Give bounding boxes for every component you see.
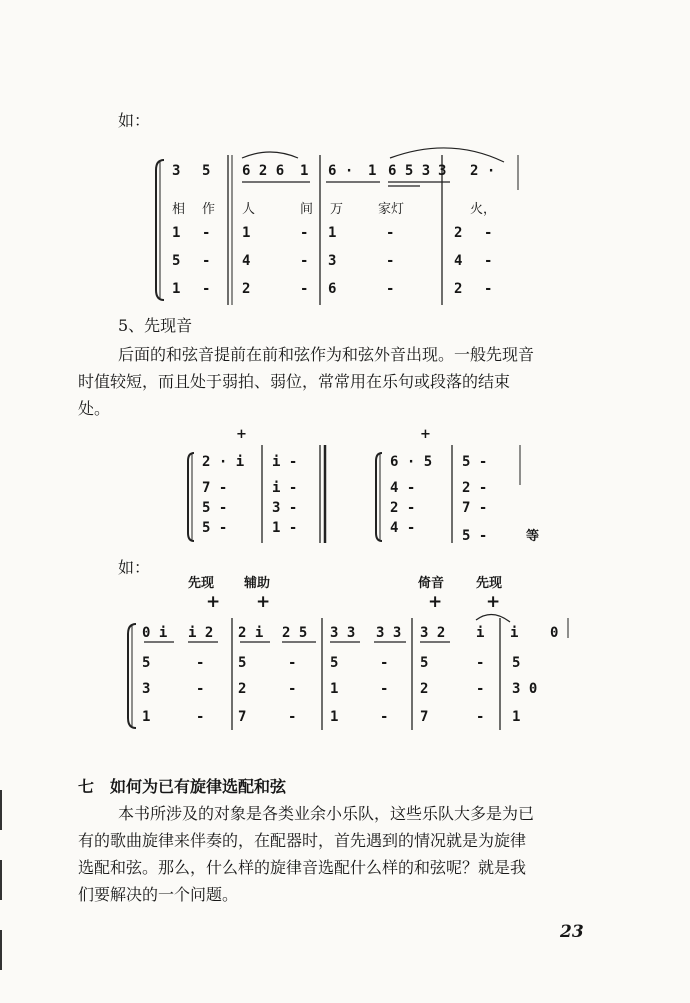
s3-r2-9: 5	[512, 655, 521, 671]
s1-melody-3: 6 2 6	[242, 163, 285, 179]
s3-r1-3: 2 i	[238, 625, 264, 641]
s3-r4-9: 1	[512, 709, 521, 725]
s1-r4-7: 2	[454, 281, 463, 297]
s2-r-r2-a: 4 -	[390, 480, 416, 496]
s1-r2-1: 1	[172, 225, 181, 241]
s1-r4-8: -	[484, 281, 493, 297]
s1-lyric-6: 家灯	[378, 202, 405, 217]
s2-r-r4-a: 4 -	[390, 520, 416, 536]
s2-plus-1: +	[236, 427, 247, 442]
s1-melody-8: 3	[438, 163, 447, 179]
s3-r1-2: i 2	[188, 625, 214, 641]
s3-r3-3: 2	[238, 681, 247, 697]
s2-l-r4-a: 5 -	[202, 520, 228, 536]
s3-r4-4: -	[288, 709, 297, 725]
s3-r2-1: 5	[142, 655, 151, 671]
s3-r1-4: 2 5	[282, 625, 308, 641]
s1-melody-4: 1	[300, 163, 309, 179]
s3-r3-8: -	[476, 681, 485, 697]
margin-mark	[0, 930, 2, 970]
s1-r4-4: -	[300, 281, 309, 297]
s3-r2-8: -	[476, 655, 485, 671]
s3-label-anticipation-2: 先现	[476, 576, 503, 591]
s1-r2-5: 1	[328, 225, 337, 241]
s3-r3-1: 3	[142, 681, 151, 697]
s1-lyric-3: 人	[242, 202, 256, 217]
s1-melody-6: 1	[368, 163, 377, 179]
score-example-1	[150, 150, 530, 310]
s1-r2-7: 2	[454, 225, 463, 241]
s2-etc: 等	[526, 529, 540, 544]
s1-melody-7: 6 5 3	[388, 163, 431, 179]
s3-r4-5: 1	[330, 709, 339, 725]
s3-r2-4: -	[288, 655, 297, 671]
s3-r1-8: i	[476, 625, 485, 641]
score-2-lines	[180, 425, 560, 550]
s3-label-anticipation-1: 先现	[188, 576, 215, 591]
s1-melody-9: 2 ·	[470, 163, 496, 179]
s2-l-r3-a: 5 -	[202, 500, 228, 516]
s2-l-r4-b: 1 -	[272, 520, 298, 536]
s1-lyric-5: 万	[330, 202, 344, 217]
s2-l-r2-a: 7 -	[202, 480, 228, 496]
score-example-2	[180, 425, 560, 550]
section7-line4: 们要解决的一个问题。	[78, 885, 239, 904]
s2-r-r4-b: 5 -	[462, 528, 488, 544]
s3-r4-7: 7	[420, 709, 429, 725]
s2-l-r1-a: 2 · i	[202, 454, 245, 470]
s2-l-r3-b: 3 -	[272, 500, 298, 516]
s3-r4-3: 7	[238, 709, 247, 725]
s1-r4-3: 2	[242, 281, 251, 297]
section7-line3: 选配和弦。那么，什么样的旋律音选配什么样的和弦呢？就是我	[78, 858, 527, 877]
s3-r3-5: 1	[330, 681, 339, 697]
s2-r-r3-a: 2 -	[390, 500, 416, 516]
s1-r4-6: -	[386, 281, 395, 297]
example-label-2: 如：	[118, 558, 151, 577]
s3-r1-5: 3 3	[330, 625, 356, 641]
section7-line1: 本书所涉及的对象是各类业余小乐队，这些乐队大多是为已	[118, 804, 535, 823]
s2-r-r1-b: 5 -	[462, 454, 488, 470]
s3-r4-8: -	[476, 709, 485, 725]
s1-r3-3: 4	[242, 253, 251, 269]
s3-r3-9: 3 0	[512, 681, 538, 697]
s1-r2-4: -	[300, 225, 309, 241]
s1-lyric-1: 相	[172, 202, 186, 217]
s1-r4-1: 1	[172, 281, 181, 297]
example-label-1: 如：	[118, 111, 151, 130]
s3-r3-6: -	[380, 681, 389, 697]
s2-l-r2-b: i -	[272, 480, 298, 496]
s3-r3-4: -	[288, 681, 297, 697]
s1-lyric-2: 作	[202, 202, 216, 217]
s3-r1-6: 3 3	[376, 625, 402, 641]
s2-plus-2: +	[420, 427, 431, 442]
s1-r3-6: -	[386, 253, 395, 269]
s1-r3-8: -	[484, 253, 493, 269]
s1-lyric-4: 间	[300, 202, 314, 217]
s1-r2-3: 1	[242, 225, 251, 241]
s1-r4-2: -	[202, 281, 211, 297]
s3-plus-3: +	[428, 592, 443, 612]
s3-r2-2: -	[196, 655, 205, 671]
section5-line1: 后面的和弦音提前在前和弦作为和弦外音出现。一般先现音	[118, 345, 535, 364]
margin-mark	[0, 860, 2, 900]
s1-r3-7: 4	[454, 253, 463, 269]
s3-r4-6: -	[380, 709, 389, 725]
s2-r-r1-a: 6 · 5	[390, 454, 433, 470]
s1-r3-4: -	[300, 253, 309, 269]
s3-r2-6: -	[380, 655, 389, 671]
s1-lyric-7: 火，	[470, 202, 497, 217]
section5-heading: 5、先现音	[118, 316, 193, 335]
s3-r1-10: 0	[550, 625, 559, 641]
s1-r4-5: 6	[328, 281, 337, 297]
s3-label-passing: 倚音	[418, 576, 445, 591]
s3-label-auxiliary: 辅助	[244, 576, 271, 591]
s1-melody-1: 3	[172, 163, 181, 179]
s3-r1-1: 0 i	[142, 625, 168, 641]
s1-r3-5: 3	[328, 253, 337, 269]
s3-plus-4: +	[486, 592, 501, 612]
s3-r4-1: 1	[142, 709, 151, 725]
s1-r2-6: -	[386, 225, 395, 241]
s3-r2-5: 5	[330, 655, 339, 671]
section7-line2: 有的歌曲旋律来伴奏的，在配器时，首先遇到的情况就是为旋律	[78, 831, 527, 850]
s1-r3-2: -	[202, 253, 211, 269]
s3-plus-1: +	[206, 592, 221, 612]
s1-r2-2: -	[202, 225, 211, 241]
s3-plus-2: +	[256, 592, 271, 612]
s2-l-r1-b: i -	[272, 454, 298, 470]
s3-r1-9: i	[510, 625, 519, 641]
s3-r2-3: 5	[238, 655, 247, 671]
s3-r4-2: -	[196, 709, 205, 725]
s2-r-r2-b: 2 -	[462, 480, 488, 496]
s1-melody-5: 6 ·	[328, 163, 354, 179]
section7-heading: 七 如何为已有旋律选配和弦	[78, 777, 287, 796]
section5-line2: 时值较短，而且处于弱拍、弱位，常常用在乐句或段落的结束	[78, 372, 511, 391]
page-number: 23	[560, 922, 584, 942]
s1-r3-1: 5	[172, 253, 181, 269]
s2-r-r3-b: 7 -	[462, 500, 488, 516]
section5-line3: 处。	[78, 399, 111, 418]
s3-r1-7: 3 2	[420, 625, 446, 641]
score-example-3	[120, 568, 590, 733]
margin-mark	[0, 790, 2, 830]
s3-r3-2: -	[196, 681, 205, 697]
s1-melody-2: 5	[202, 163, 211, 179]
s3-r3-7: 2	[420, 681, 429, 697]
s1-r2-8: -	[484, 225, 493, 241]
s3-r2-7: 5	[420, 655, 429, 671]
